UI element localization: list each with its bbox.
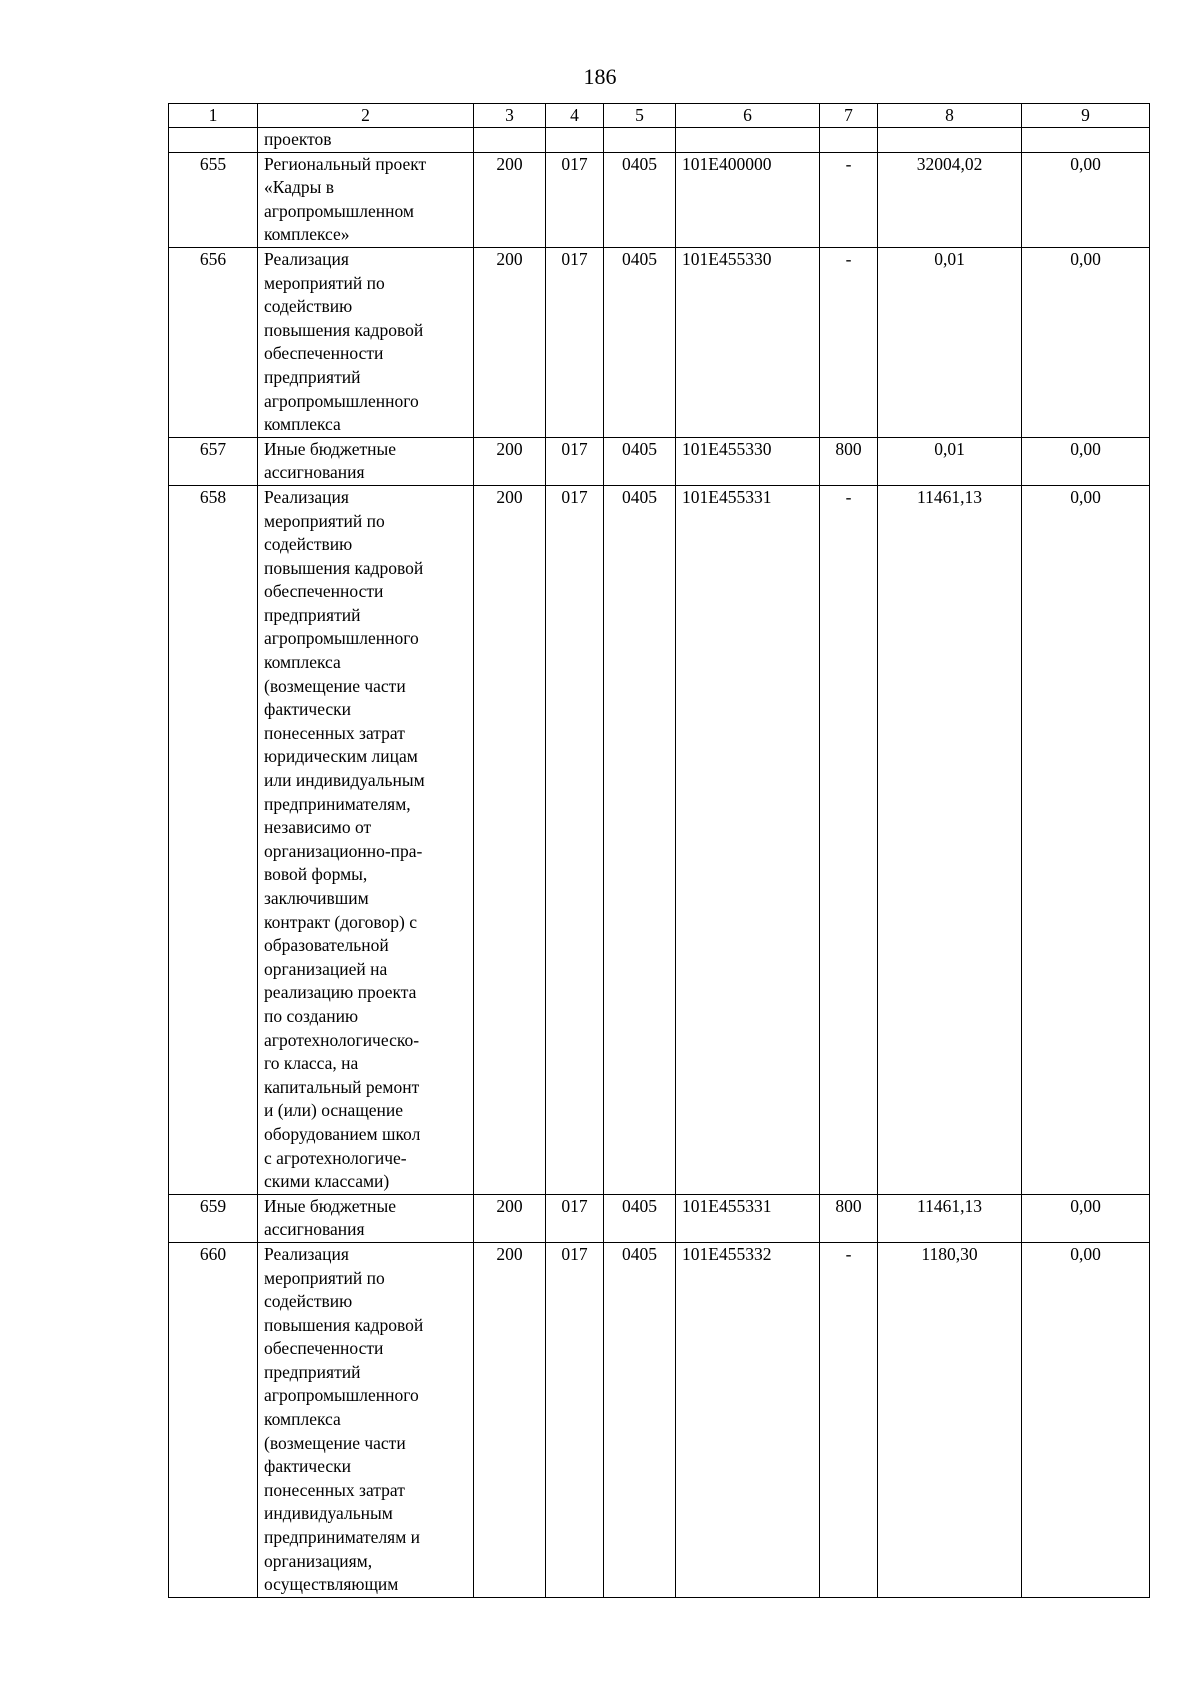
cell-col-4: 017 — [546, 437, 604, 485]
cell-col-3: 200 — [474, 1194, 546, 1242]
description-line: предприятий — [264, 1361, 361, 1382]
row-number: 660 — [169, 1242, 258, 1597]
cell-col-6: 101E455330 — [676, 247, 820, 437]
cell-col-4: 017 — [546, 152, 604, 247]
cell-col-3: 200 — [474, 152, 546, 247]
description-line: организационно-пра- — [264, 840, 423, 861]
description-line: ассигнования — [264, 462, 365, 483]
description-line: или индивидуальным — [264, 770, 425, 791]
description-line: предпринимателям и — [264, 1527, 421, 1548]
description-line: организацией на — [264, 958, 388, 979]
table-row — [169, 1194, 1150, 1242]
table-row — [169, 485, 1150, 1194]
description-line: го класса, на — [264, 1053, 359, 1074]
table-row — [169, 437, 1150, 485]
description-line: повышения кадровой — [264, 557, 424, 578]
description-line: с агротехнологиче- — [264, 1147, 407, 1168]
description-line: комплекса — [264, 414, 341, 435]
cell-col-4: 017 — [546, 485, 604, 1194]
description-line: обеспеченности — [264, 581, 384, 602]
cell-col-3: 200 — [474, 485, 546, 1194]
cell-col-3: 200 — [474, 437, 546, 485]
description-line: мероприятий по — [264, 1267, 385, 1288]
description-line: осуществляющим — [264, 1574, 399, 1595]
cell-col-5: 0405 — [604, 1242, 676, 1597]
description-line: фактически — [264, 699, 352, 720]
cell-col-8: 0,01 — [878, 437, 1022, 485]
description-line: содействию — [264, 296, 353, 317]
description-line: (возмещение части — [264, 675, 406, 696]
description-line: комплекса — [264, 1409, 341, 1430]
cell-col-6: 101E455331 — [676, 485, 820, 1194]
cell-col-8 — [878, 128, 1022, 153]
cell-col-6: 101E400000 — [676, 152, 820, 247]
description-line: агропромышленном — [264, 200, 415, 221]
description-line: повышения кадровой — [264, 319, 424, 340]
cell-col-6: 101E455330 — [676, 437, 820, 485]
description-line: фактически — [264, 1456, 352, 1477]
row-description — [258, 152, 474, 247]
cell-col-4: 017 — [546, 247, 604, 437]
cell-col-4: 017 — [546, 1194, 604, 1242]
description-line: капитальный ремонт — [264, 1076, 420, 1097]
description-line: агротехнологическо- — [264, 1029, 420, 1050]
description-line: образовательной — [264, 935, 389, 956]
cell-col-8: 11461,13 — [878, 485, 1022, 1194]
header-col-8: 8 — [878, 104, 1022, 128]
description-line: заключившим — [264, 888, 369, 908]
table-body — [169, 128, 1150, 1598]
description-line: мероприятий по — [264, 510, 385, 531]
description-line: по созданию — [264, 1005, 359, 1026]
row-number: 658 — [169, 485, 258, 1194]
header-col-4: 4 — [546, 104, 604, 128]
description-line: обеспеченности — [264, 343, 384, 364]
description-line: Иные бюджетные — [264, 438, 397, 459]
cell-col-9: 0,00 — [1022, 1194, 1150, 1242]
cell-col-7: 800 — [820, 437, 878, 485]
page-number: 186 — [583, 64, 617, 89]
cell-col-9: 0,00 — [1022, 152, 1150, 247]
row-description — [258, 1242, 474, 1597]
table-row-continuation — [169, 128, 1150, 153]
cell-col-7: - — [820, 152, 878, 247]
description-line: комплексе» — [264, 224, 350, 245]
description-line: контракт (договор) с — [264, 911, 417, 932]
cell-col-7 — [820, 128, 878, 153]
description-line: оборудованием школ — [264, 1123, 421, 1144]
cell-col-7: - — [820, 485, 878, 1194]
cell-col-4: 017 — [546, 1242, 604, 1597]
description-line: независимо от — [264, 817, 372, 838]
row-description — [258, 128, 474, 153]
description-line: агропромышленного — [264, 628, 419, 649]
description-line: проектов — [264, 129, 332, 149]
cell-col-3 — [474, 128, 546, 153]
header-col-3: 3 — [474, 104, 546, 128]
description-line: вовой формы, — [264, 864, 368, 885]
row-number: 657 — [169, 437, 258, 485]
row-number: 656 — [169, 247, 258, 437]
description-line: предпринимателям, — [264, 793, 411, 814]
cell-col-8: 32004,02 — [878, 152, 1022, 247]
description-line: «Кадры в — [264, 177, 335, 198]
cell-col-5 — [604, 128, 676, 153]
cell-col-7: - — [820, 247, 878, 437]
table-header — [169, 104, 1150, 128]
cell-col-8: 0,01 — [878, 247, 1022, 437]
cell-col-8: 1180,30 — [878, 1242, 1022, 1597]
header-col-1: 1 — [169, 104, 258, 128]
description-line: юридическим лицам — [264, 746, 418, 767]
cell-col-3: 200 — [474, 247, 546, 437]
cell-col-6 — [676, 128, 820, 153]
description-line: Иные бюджетные — [264, 1195, 397, 1216]
header-col-2: 2 — [258, 104, 474, 128]
description-line: индивидуальным — [264, 1503, 393, 1524]
description-line: агропромышленного — [264, 1385, 419, 1406]
cell-col-5: 0405 — [604, 437, 676, 485]
header-col-5: 5 — [604, 104, 676, 128]
row-number: 659 — [169, 1194, 258, 1242]
cell-col-6: 101E455332 — [676, 1242, 820, 1597]
row-description — [258, 485, 474, 1194]
cell-col-9: 0,00 — [1022, 247, 1150, 437]
description-line: содействию — [264, 1291, 353, 1312]
description-line: содействию — [264, 534, 353, 555]
description-line: Реализация — [264, 486, 349, 507]
header-col-7: 7 — [820, 104, 878, 128]
row-number: 655 — [169, 152, 258, 247]
cell-col-5: 0405 — [604, 247, 676, 437]
cell-col-9 — [1022, 128, 1150, 153]
cell-col-4 — [546, 128, 604, 153]
cell-col-9: 0,00 — [1022, 485, 1150, 1194]
cell-col-5: 0405 — [604, 1194, 676, 1242]
cell-col-3: 200 — [474, 1242, 546, 1597]
description-line: Региональный проект — [264, 153, 427, 174]
description-line: Реализация — [264, 248, 349, 269]
row-number — [169, 128, 258, 153]
header-row — [169, 104, 1150, 128]
description-line: (возмещение части — [264, 1432, 406, 1453]
description-line: понесенных затрат — [264, 1479, 405, 1500]
cell-col-9: 0,00 — [1022, 1242, 1150, 1597]
cell-col-7: 800 — [820, 1194, 878, 1242]
table-row — [169, 1242, 1150, 1597]
description-line: и (или) оснащение — [264, 1100, 404, 1121]
description-line: предприятий — [264, 366, 361, 387]
description-line: понесенных затрат — [264, 722, 405, 743]
header-col-6: 6 — [676, 104, 820, 128]
description-line: реализацию проекта — [264, 982, 417, 1003]
description-line: мероприятий по — [264, 272, 385, 293]
cell-col-9: 0,00 — [1022, 437, 1150, 485]
description-line: повышения кадровой — [264, 1314, 424, 1335]
cell-col-7: - — [820, 1242, 878, 1597]
description-line: обеспеченности — [264, 1338, 384, 1359]
table-row — [169, 152, 1150, 247]
cell-col-5: 0405 — [604, 485, 676, 1194]
description-line: ассигнования — [264, 1219, 365, 1240]
cell-col-6: 101E455331 — [676, 1194, 820, 1242]
description-line: организациям, — [264, 1550, 373, 1571]
description-line: комплекса — [264, 652, 341, 673]
description-line: скими классами) — [264, 1171, 390, 1192]
cell-col-8: 11461,13 — [878, 1194, 1022, 1242]
cell-col-5: 0405 — [604, 152, 676, 247]
row-description — [258, 1194, 474, 1242]
budget-table — [168, 103, 1150, 1598]
row-description — [258, 437, 474, 485]
row-description — [258, 247, 474, 437]
description-line: Реализация — [264, 1243, 349, 1264]
description-line: предприятий — [264, 604, 361, 625]
table-row — [169, 247, 1150, 437]
description-line: агропромышленного — [264, 390, 419, 411]
header-col-9: 9 — [1022, 104, 1150, 128]
